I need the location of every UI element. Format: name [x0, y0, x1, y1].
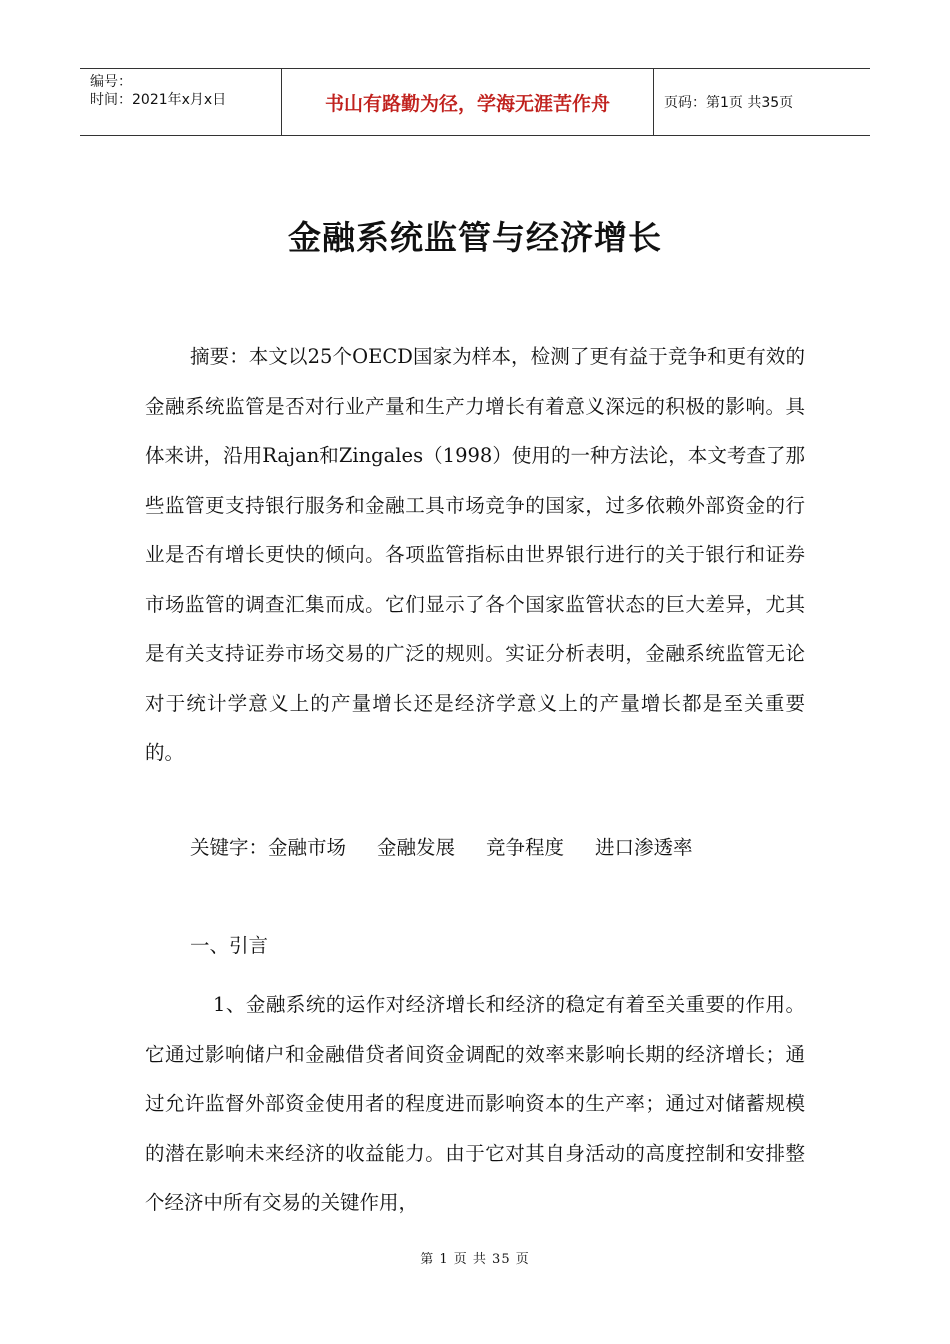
header-motto: 书山有路勤为径，学海无涯苦作舟 [282, 69, 654, 135]
keywords-line: 关键字：金融市场 金融发展 竞争程度 进口渗透率 [190, 836, 693, 859]
header-page-info: 页码：第1页 共35页 [664, 95, 794, 111]
page-header [80, 68, 870, 136]
section-heading: 一、引言 [190, 934, 269, 957]
document-title: 金融系统监管与经济增长 [288, 218, 662, 257]
abstract-paragraph: 摘要：本文以25个OECD国家为样本，检测了更有益于竞争和更有效的金融系统监管是否对行业产量和生产力增长有着意义深远的积极的影响。具体来讲，沿用Rajan和Zingales（1998）使用的一种方法论，本文考查了那些监管更支持银行服务和金融工具市场竞争的国家，过多依赖外部资金的行业是否有增长更快的倾向。各项监管指标由世界银行进行的关于银行和证券市场监管的调查汇集而成。它们显示了各个国家监管状态的巨大差异，尤其是有关支持证券市场交易的广泛的规则。实证分析表明，金融系统监管无论对于统计学意义上的产量增长还是经济学意义上的产量增长都是至关重要的。 [145, 345, 805, 764]
time-label: 时间：2021年x月x日 [90, 92, 227, 108]
intro-paragraph: 1、金融系统的运作对经济增长和经济的稳定有着至关重要的作用。它通过影响储户和金融借贷者间资金调配的效率来影响长期的经济增长；通过允许监督外部资金使用者的程度进而影响资本的生产率；通过对储蓄规模的潜在影响未来经济的收益能力。由于它对其自身活动的高度控制和安排整个经济中所有交易的关键作用， [145, 993, 805, 1214]
page-footer: 第 1 页 共 35 页 [420, 1252, 530, 1267]
number-label: 编号： [90, 74, 132, 90]
header-meta [80, 69, 282, 135]
